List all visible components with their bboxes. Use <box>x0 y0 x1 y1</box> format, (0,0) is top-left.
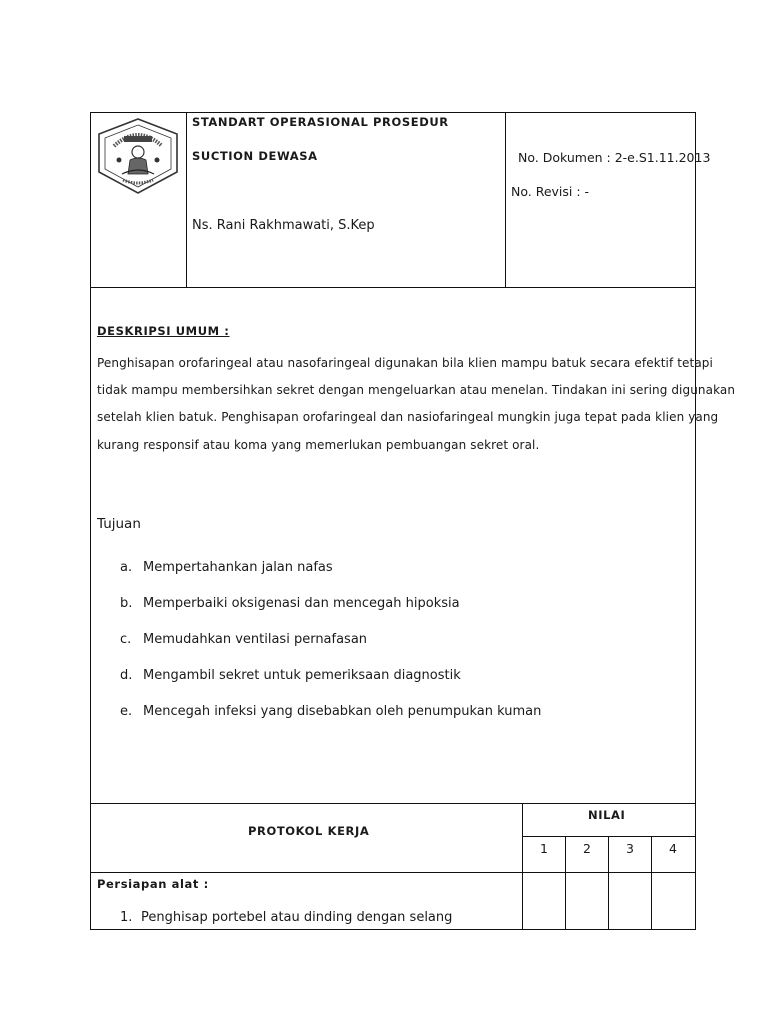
document-number: No. Dokumen : 2-e.S1.11.2013 <box>518 150 711 165</box>
protocol-header-bottom <box>90 872 696 873</box>
goals-heading: Tujuan <box>97 516 141 532</box>
protocol-divider <box>522 803 523 930</box>
score-col-label: 1 <box>540 841 548 856</box>
protocol-top-line <box>90 803 696 804</box>
author-name: Ns. Rani Rakhmawati, S.Kep <box>192 218 375 233</box>
description-heading: DESKRIPSI UMUM : <box>97 324 230 338</box>
border-bottom <box>90 929 696 930</box>
score-col-label: 2 <box>583 841 591 856</box>
goal-item: Mencegah infeksi yang disebabkan oleh penumpukan kuman <box>143 704 542 719</box>
sop-document <box>90 112 736 930</box>
protocol-item-marker: 1. <box>120 910 133 925</box>
goal-item: Memudahkan ventilasi pernafasan <box>143 632 368 647</box>
description-line: tidak mampu membersihkan sekret dengan mengeluarkan atau menelan. Tindakan ini sering digunakan <box>97 383 736 397</box>
goal-item: Mengambil sekret untuk pemeriksaan diagnostik <box>143 668 461 683</box>
description-line: kurang responsif atau koma yang memerlukan pembuangan sekret oral. <box>97 438 540 452</box>
score-header-line <box>522 836 696 837</box>
protocol-item: Penghisap portebel atau dinding dengan selang <box>141 910 453 925</box>
border-top <box>90 112 696 113</box>
score-heading: NILAI <box>588 808 626 822</box>
border-left <box>90 112 91 930</box>
description-line: setelah klien batuk. Penghisapan orofaringeal dan nasiofaringeal mungkin juga tepat pada klien yang <box>97 410 719 424</box>
goal-item: Mempertahankan jalan nafas <box>143 560 333 575</box>
document-subtitle: SUCTION DEWASA <box>192 149 318 163</box>
header-bottom-line <box>90 287 696 288</box>
revision-number: No. Revisi : - <box>511 184 590 199</box>
header-divider-1 <box>186 112 187 287</box>
header-divider-2 <box>505 112 506 287</box>
institution-logo-icon <box>94 116 182 196</box>
goal-marker: d. <box>120 668 133 683</box>
goal-item: Memperbaiki oksigenasi dan mencegah hipoksia <box>143 596 460 611</box>
section-heading: Persiapan alat : <box>97 877 209 891</box>
description-line: Penghisapan orofaringeal atau nasofaringeal digunakan bila klien mampu batuk secara efektif tetapi <box>97 356 713 370</box>
goal-marker: b. <box>120 596 133 611</box>
goal-marker: a. <box>120 560 133 575</box>
protocol-heading: PROTOKOL KERJA <box>248 824 370 838</box>
score-col-label: 4 <box>669 841 677 856</box>
goal-marker: e. <box>120 704 133 719</box>
goal-marker: c. <box>120 632 132 647</box>
document-title: STANDART OPERASIONAL PROSEDUR <box>192 115 449 129</box>
score-col-label: 3 <box>626 841 634 856</box>
border-right <box>695 112 696 930</box>
